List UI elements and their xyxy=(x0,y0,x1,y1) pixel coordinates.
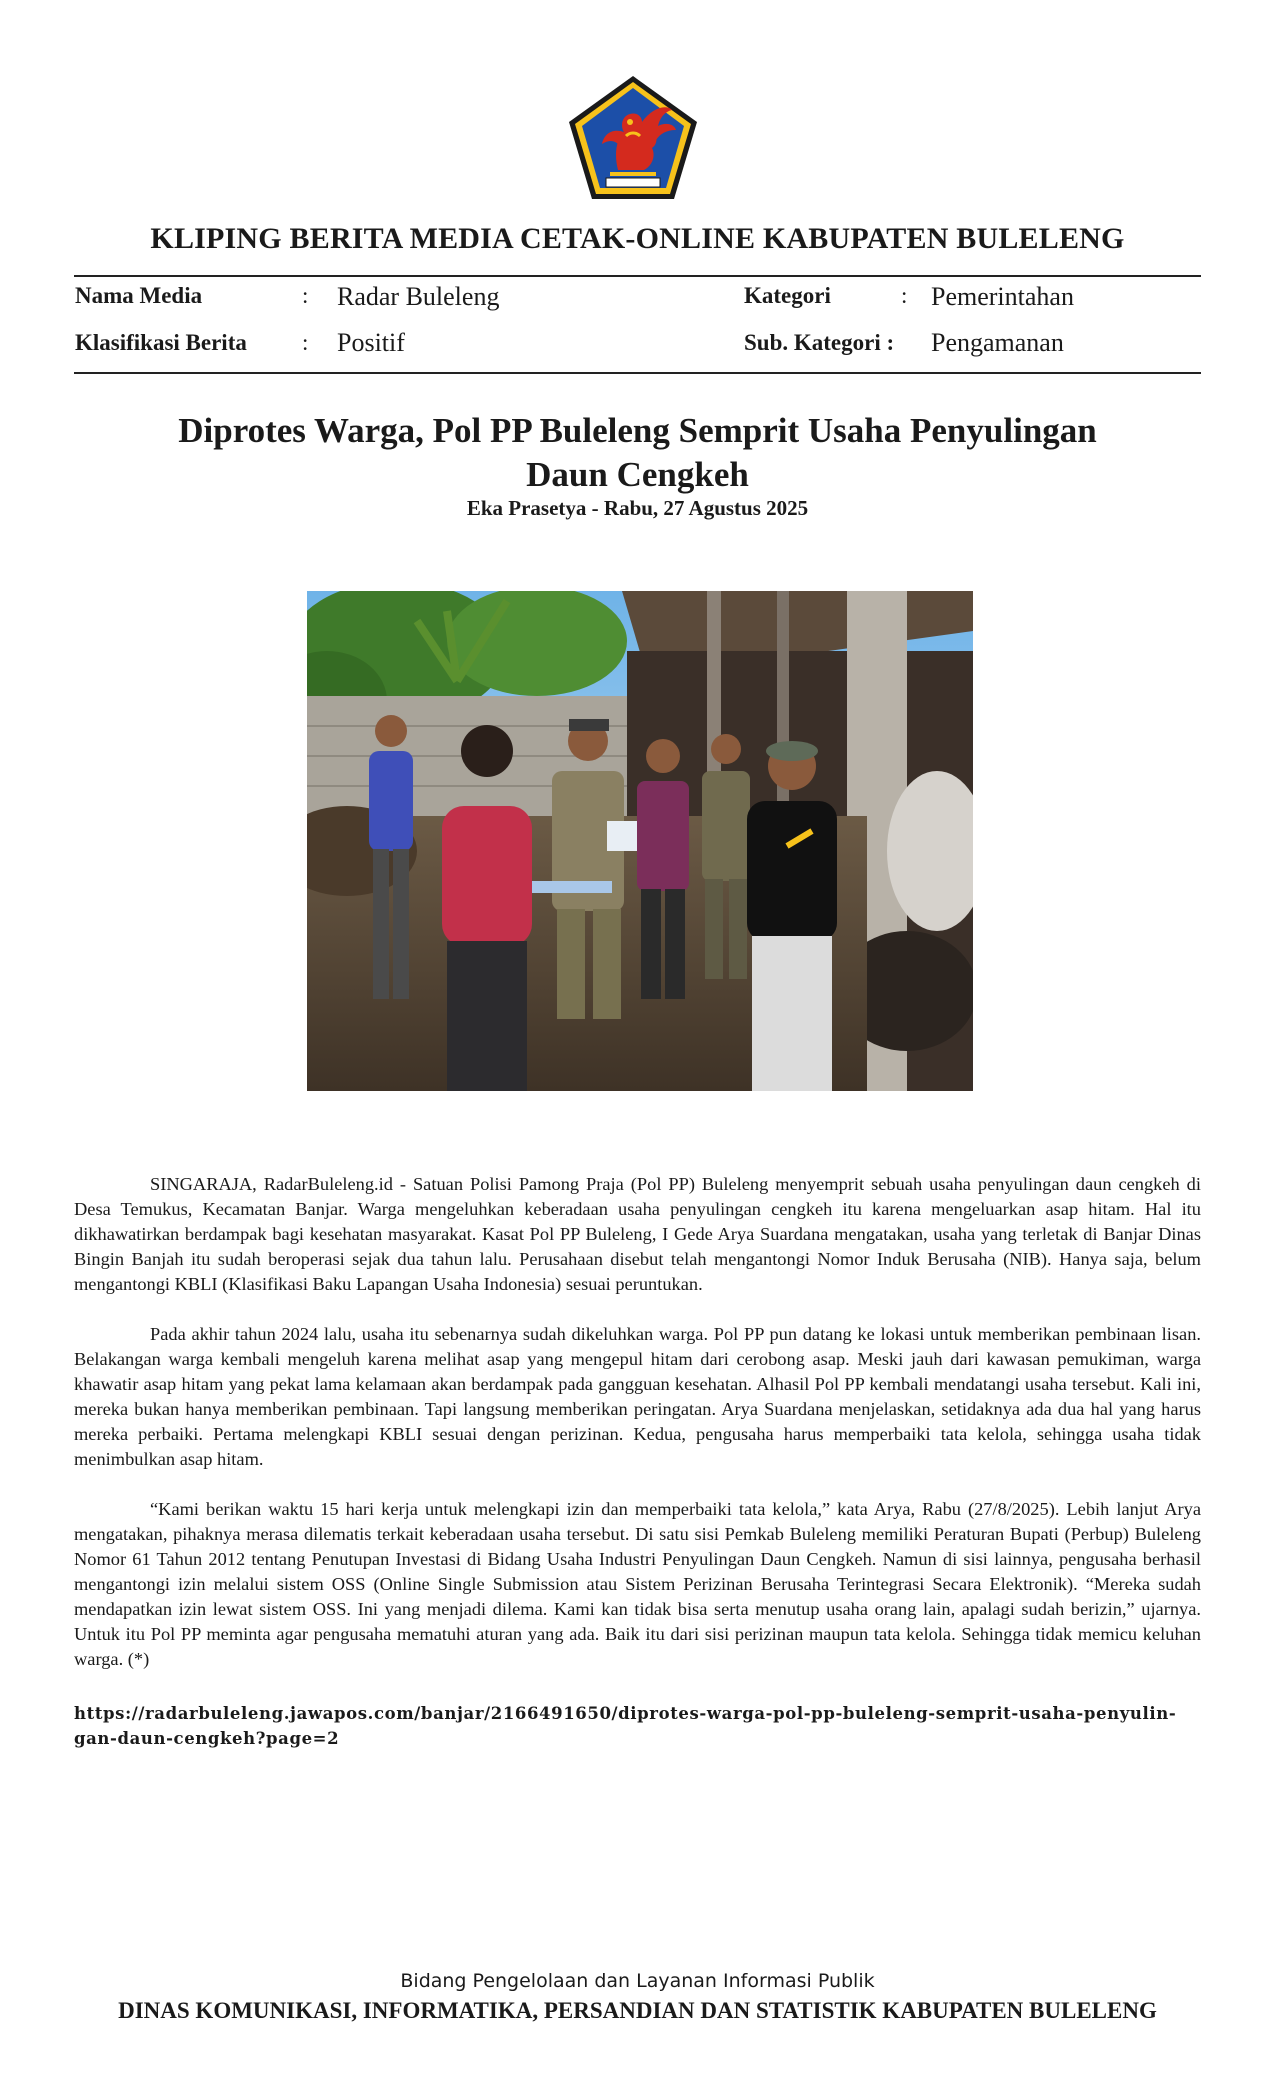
document-header-title: KLIPING BERITA MEDIA CETAK-ONLINE KABUPATEN BULELENG xyxy=(150,222,1125,255)
kategori-label: Kategori xyxy=(744,283,831,308)
nama-media-label: Nama Media xyxy=(75,283,203,308)
article-paragraph-3: “Kami berikan waktu 15 hari kerja untuk melengkapi izin dan memperbaiki tata kelola,” kata Arya, Rabu (27/8/2025). Lebih lanjut Arya mengatakan, pihaknya merasa dilematis terkait keberadaan usaha tersebut. Di satu sisi Pemkab Buleleng memiliki Peraturan Bupati (Perbup) Buleleng Nomor 61 Tahun 2012 tentang Penutupan Investasi di Bidang Usaha Industri Penyulingan Daun Cengkeh. Namun di sisi lainnya, pengusaha berhasil mengantongi izin melalui sistem OSS (Online Single Submission atau Sistem Perizinan Berusaha Terintegrasi Secara Elektronik). “Mereka sudah mendapatkan izin lewat sistem OSS. Ini yang menjadi dilema. Kami kan tidak bisa serta menutup usaha orang lain, apalagi sudah berizin,” ujarnya. Untuk itu Pol PP meminta agar pengusaha mematuhi aturan yang ada. Baik itu dari sisi perizinan maupun tata kelola. Sehingga tidak memicu keluhan warga. (*) xyxy=(74,1499,1201,1669)
article-byline: Eka Prasetya - Rabu, 27 Agustus 2025 xyxy=(466,496,809,520)
klasifikasi-berita-label: Klasifikasi Berita xyxy=(75,330,247,355)
source-url-line-1[interactable]: https://radarbuleleng.jawapos.com/banjar/2166491650/diprotes-warga-pol-pp-buleleng-semprit-usaha-penyulin- xyxy=(74,1704,1177,1723)
kategori-colon: : xyxy=(901,283,908,308)
article-title xyxy=(120,409,1155,497)
article-title-line-1: Diprotes Warga, Pol PP Buleleng Semprit Usaha Penyulingan xyxy=(178,411,1097,450)
news-photo xyxy=(307,591,973,1091)
header-bottom-rule xyxy=(74,372,1201,374)
article-body xyxy=(74,1172,1201,1697)
source-url-line-2[interactable]: gan-daun-cengkeh?page=2 xyxy=(74,1729,340,1748)
article-title-line-2: Daun Cengkeh xyxy=(526,455,749,494)
nama-media-colon: : xyxy=(302,283,309,308)
footer-subtitle: Bidang Pengelolaan dan Layanan Informasi Publik xyxy=(400,1970,875,1992)
footer-title: DINAS KOMUNIKASI, INFORMATIKA, PERSANDIAN DAN STATISTIK KABUPATEN BULELENG xyxy=(118,1998,1157,2023)
news-photo-image xyxy=(307,591,973,1091)
singa-ambara-raja-emblem xyxy=(566,74,700,202)
header-top-rule xyxy=(74,275,1201,277)
source-url[interactable] xyxy=(74,1701,1201,1751)
sub-kategori-label: Sub. Kategori : xyxy=(744,330,895,355)
sub-kategori-value: Pengamanan xyxy=(931,328,1064,357)
kabupaten-buleleng-logo xyxy=(566,74,700,202)
article-paragraph-2: Pada akhir tahun 2024 lalu, usaha itu sebenarnya sudah dikeluhkan warga. Pol PP pun datang ke lokasi untuk memberikan pembinaan lisan. Belakangan warga kembali mengeluh karena melihat asap yang mengepul hitam dari cerobong asap. Meski jauh dari kawasan pemukiman, warga khawatir asap hitam yang pekat lama kelamaan akan berdampak pada gangguan kesehatan. Alhasil Pol PP kembali mendatangi usaha tersebut. Kali ini, mereka bukan hanya memberikan pembinaan. Tapi langsung memberikan peringatan. Arya Suardana menjelaskan, setidaknya ada dua hal yang harus mereka perbaiki. Pertama melengkapi KBLI sesuai dengan perizinan. Kedua, pengusaha harus memperbaiki tata kelola, sehingga usaha tidak menimbulkan asap hitam. xyxy=(74,1324,1201,1469)
klasifikasi-berita-value: Positif xyxy=(337,328,405,357)
article-paragraph-1: SINGARAJA, RadarBuleleng.id - Satuan Polisi Pamong Praja (Pol PP) Buleleng menyemprit sebuah usaha penyulingan daun cengkeh di Desa Temukus, Kecamatan Banjar. Warga mengeluhkan keberadaan usaha penyulingan cengkeh itu karena mengeluarkan asap hitam. Hal itu dikhawatirkan berdampak bagi kesehatan masyarakat. Kasat Pol PP Buleleng, I Gede Arya Suardana mengatakan, usaha yang terletak di Banjar Dinas Bingin Banjah itu sudah beroperasi sejak dua tahun lalu. Perusahaan disebut telah mengantongi Nomor Induk Berusaha (NIB). Hanya saja, belum mengantongi KBLI (Klasifikasi Baku Lapangan Usaha Indonesia) sesuai peruntukan. xyxy=(74,1174,1201,1294)
nama-media-value: Radar Buleleng xyxy=(337,282,500,311)
klasifikasi-berita-colon: : xyxy=(302,330,309,355)
kategori-value: Pemerintahan xyxy=(931,282,1074,311)
